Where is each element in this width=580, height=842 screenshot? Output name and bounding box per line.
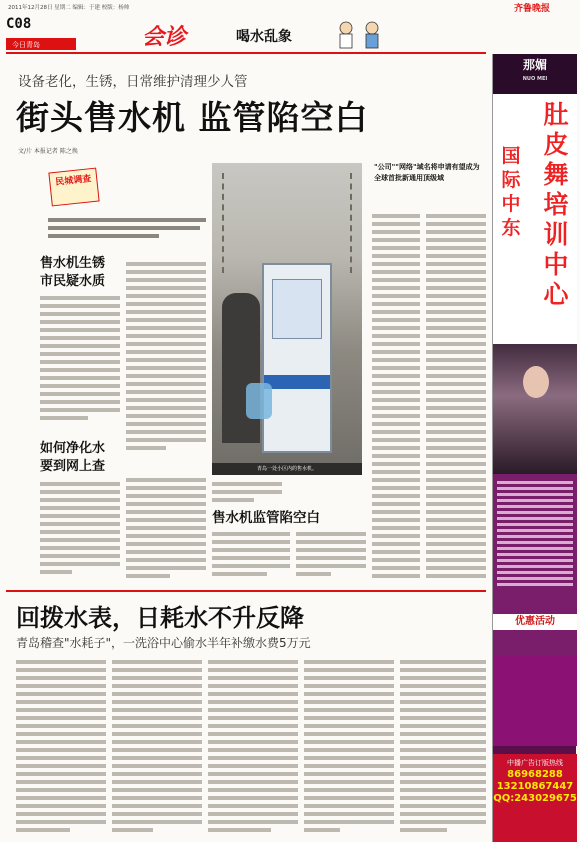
text-column-3b xyxy=(212,528,290,586)
article-byline: 文/片 本报记者 陈之焕 xyxy=(18,148,78,155)
water-bottle xyxy=(246,383,272,419)
column-banner xyxy=(142,20,402,52)
newspaper-brand: 齐鲁晚报 xyxy=(513,4,550,14)
sidebar-text-a xyxy=(372,210,420,586)
dancer-face xyxy=(523,366,549,398)
column-title: 会诊 xyxy=(142,24,187,50)
ad-qq: QQ:243029675 xyxy=(493,793,577,804)
investigation-stamp xyxy=(48,168,99,207)
article2-col5 xyxy=(400,656,486,836)
trees-background xyxy=(222,173,352,273)
vending-machine-photo xyxy=(212,163,362,475)
ad-slogan-big: 肚皮舞培训中心 xyxy=(543,100,569,309)
machine-brand-strip xyxy=(264,375,330,389)
article-kicker: 设备老化，生锈，日常维护清理少人管 xyxy=(18,74,248,90)
ad-logo xyxy=(493,54,577,94)
sidebar-headline: "公司""网络"域名将申请有望成为全球首批新通用顶级域 xyxy=(374,163,480,182)
ad-brand: 那媚 xyxy=(522,58,547,72)
machine-panel xyxy=(272,279,322,339)
article2-col1 xyxy=(16,656,106,836)
article2-col3 xyxy=(208,656,298,836)
text-column-3a xyxy=(212,478,282,502)
section-header xyxy=(6,14,106,52)
ad-details-block xyxy=(493,656,577,746)
column-subtitle: 喝水乱象 xyxy=(236,29,292,45)
article2-col2 xyxy=(112,656,202,836)
article-intro xyxy=(48,214,206,250)
article2-col4 xyxy=(304,656,394,836)
text-column-1a xyxy=(40,292,120,432)
mid-rule xyxy=(6,590,486,592)
article-headline: 街头售水机 监管陷空白 xyxy=(16,98,369,137)
ad-brand-en: NUO MEI xyxy=(522,76,548,82)
photo-caption: 青岛一处小区内的售水机。 xyxy=(212,463,362,475)
ad-phone-1: 86968288 xyxy=(507,769,563,780)
sidebar-text-b xyxy=(426,210,486,586)
text-column-2a xyxy=(40,478,120,586)
second-headline: 回拨水表，日耗水不升反降 xyxy=(16,604,304,632)
doctor-figures-icon xyxy=(332,20,392,50)
second-deck: 青岛稽查"水耗子"，一洗浴中心偷水半年补缴水费5万元 xyxy=(16,636,311,650)
ad-phone-2: 13210867447 xyxy=(496,781,574,792)
text-column-1b xyxy=(126,258,206,468)
ad-text-block xyxy=(493,474,577,662)
text-column-2b xyxy=(126,474,206,586)
issue-date: 2011年12月28日 星期二 编辑：于建 校版：杨帅 xyxy=(8,5,130,11)
ad-promo-label: 优惠活动 xyxy=(493,614,577,630)
dance-school-advertisement xyxy=(492,54,576,842)
subhead-oversight: 售水机监管陷空白 xyxy=(212,510,320,526)
ad-contact-block xyxy=(493,754,577,842)
stamp-text: 民城调查 xyxy=(54,174,92,188)
subhead-purify: 如何净化水 要到网上查 xyxy=(40,441,106,474)
resident-figure xyxy=(222,293,260,443)
ad-slogan-small: 国际中东 xyxy=(501,145,521,239)
header-rule xyxy=(6,52,486,54)
top-info-bar xyxy=(0,0,580,14)
section-name: 今日青岛 xyxy=(6,38,76,50)
subhead-rust: 售水机生锈 市民疑水质 xyxy=(40,256,106,289)
text-column-3c xyxy=(296,528,366,586)
ad-contact-label: 中播广告订版热线 xyxy=(507,759,563,767)
ad-dancer-photo xyxy=(493,344,577,474)
ad-slogan-panel xyxy=(493,94,577,344)
water-vending-machine xyxy=(262,263,332,453)
page-number: C08 xyxy=(6,16,32,32)
